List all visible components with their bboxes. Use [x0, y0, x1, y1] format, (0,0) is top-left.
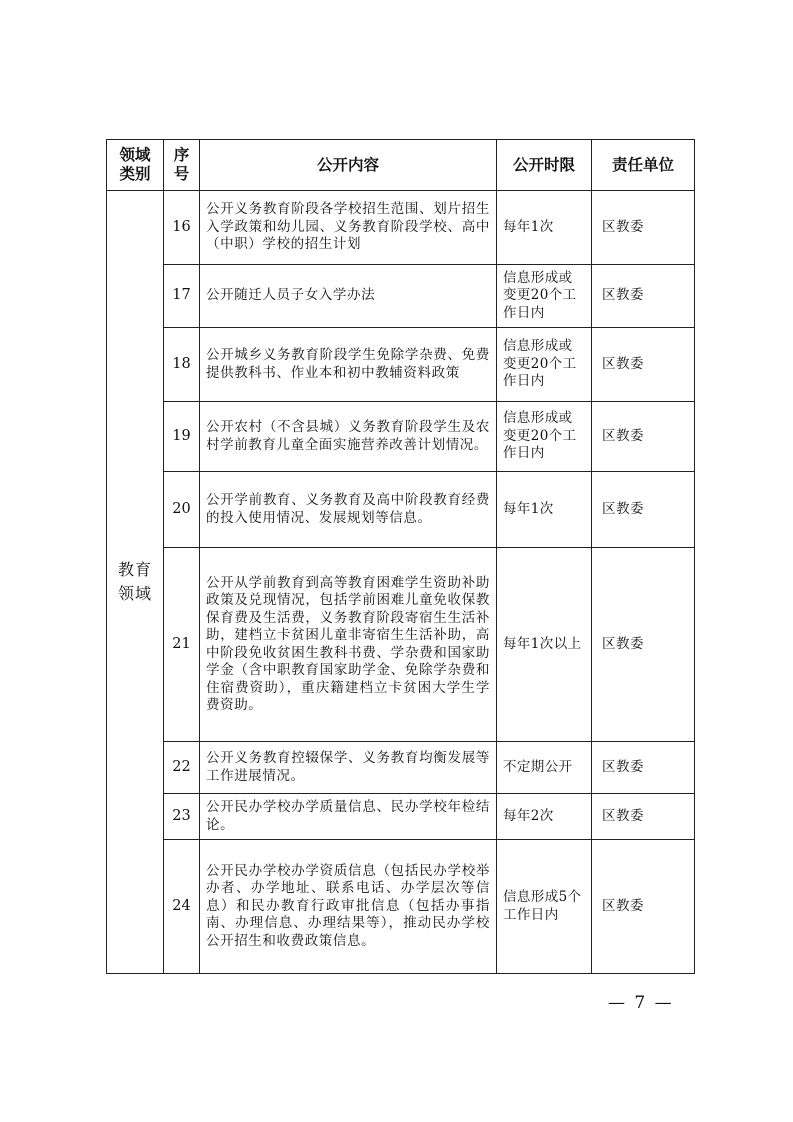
row-unit: 区教委	[592, 472, 695, 548]
table-row	[107, 265, 695, 328]
header-domain: 领域类别	[107, 140, 164, 191]
row-number: 16	[164, 191, 200, 265]
domain-cell: 教育领域	[107, 191, 164, 974]
table-header-row	[107, 140, 695, 191]
table-row	[107, 191, 695, 265]
header-time-limit: 公开时限	[497, 140, 592, 191]
table-row	[107, 472, 695, 548]
row-unit: 区教委	[592, 794, 695, 840]
row-content: 公开城乡义务教育阶段学生免除学杂费、免费提供教科书、作业本和初中教辅资料政策	[200, 328, 497, 402]
table-row	[107, 742, 695, 794]
row-unit: 区教委	[592, 840, 695, 974]
table-row	[107, 794, 695, 840]
disclosure-table	[106, 139, 695, 974]
page-number: — 7 —	[608, 993, 674, 1013]
table-row	[107, 402, 695, 472]
header-number: 序号	[164, 140, 200, 191]
header-content: 公开内容	[200, 140, 497, 191]
row-number: 19	[164, 402, 200, 472]
row-time-limit: 每年1次	[497, 472, 592, 548]
row-number: 23	[164, 794, 200, 840]
row-time-limit: 信息形成或变更20个工作日内	[497, 265, 592, 328]
row-content: 公开学前教育、义务教育及高中阶段教育经费的投入使用情况、发展规划等信息。	[200, 472, 497, 548]
row-content: 公开义务教育阶段各学校招生范围、划片招生入学政策和幼儿园、义务教育阶段学校、高中（中职）学校的招生计划	[200, 191, 497, 265]
row-time-limit: 信息形成或变更20个工作日内	[497, 402, 592, 472]
row-unit: 区教委	[592, 548, 695, 742]
row-number: 18	[164, 328, 200, 402]
table-row	[107, 840, 695, 974]
row-number: 20	[164, 472, 200, 548]
row-number: 21	[164, 548, 200, 742]
table-row	[107, 548, 695, 742]
row-time-limit: 信息形成或变更20个工作日内	[497, 328, 592, 402]
row-time-limit: 每年1次	[497, 191, 592, 265]
row-content: 公开民办学校办学质量信息、民办学校年检结论。	[200, 794, 497, 840]
row-unit: 区教委	[592, 402, 695, 472]
row-unit: 区教委	[592, 191, 695, 265]
row-unit: 区教委	[592, 265, 695, 328]
row-time-limit: 每年2次	[497, 794, 592, 840]
row-content: 公开农村（不含县城）义务教育阶段学生及农村学前教育儿童全面实施营养改善计划情况。	[200, 402, 497, 472]
row-time-limit: 不定期公开	[497, 742, 592, 794]
row-time-limit: 每年1次以上	[497, 548, 592, 742]
row-content: 公开随迁人员子女入学办法	[200, 265, 497, 328]
row-content: 公开民办学校办学资质信息（包括民办学校举办者、办学地址、联系电话、办学层次等信息）和民办教育行政审批信息（包括办事指南、办理信息、办理结果等），推动民办学校公开招生和收费政策信息。	[200, 840, 497, 974]
row-unit: 区教委	[592, 742, 695, 794]
table-row	[107, 328, 695, 402]
row-number: 22	[164, 742, 200, 794]
row-unit: 区教委	[592, 328, 695, 402]
row-content: 公开义务教育控辍保学、义务教育均衡发展等工作进展情况。	[200, 742, 497, 794]
row-content: 公开从学前教育到高等教育困难学生资助补助政策及兑现情况，包括学前困难儿童免收保教保育费及生活费，义务教育阶段寄宿生生活补助，建档立卡贫困儿童非寄宿生生活补助，高中阶段免收贫困生教科书费、学杂费和国家助学金（含中职教育国家助学金、免除学杂费和住宿费资助），重庆籍建档立卡贫困大学生学费资助。	[200, 548, 497, 742]
row-number: 17	[164, 265, 200, 328]
header-unit: 责任单位	[592, 140, 695, 191]
row-number: 24	[164, 840, 200, 974]
row-time-limit: 信息形成5个工作日内	[497, 840, 592, 974]
